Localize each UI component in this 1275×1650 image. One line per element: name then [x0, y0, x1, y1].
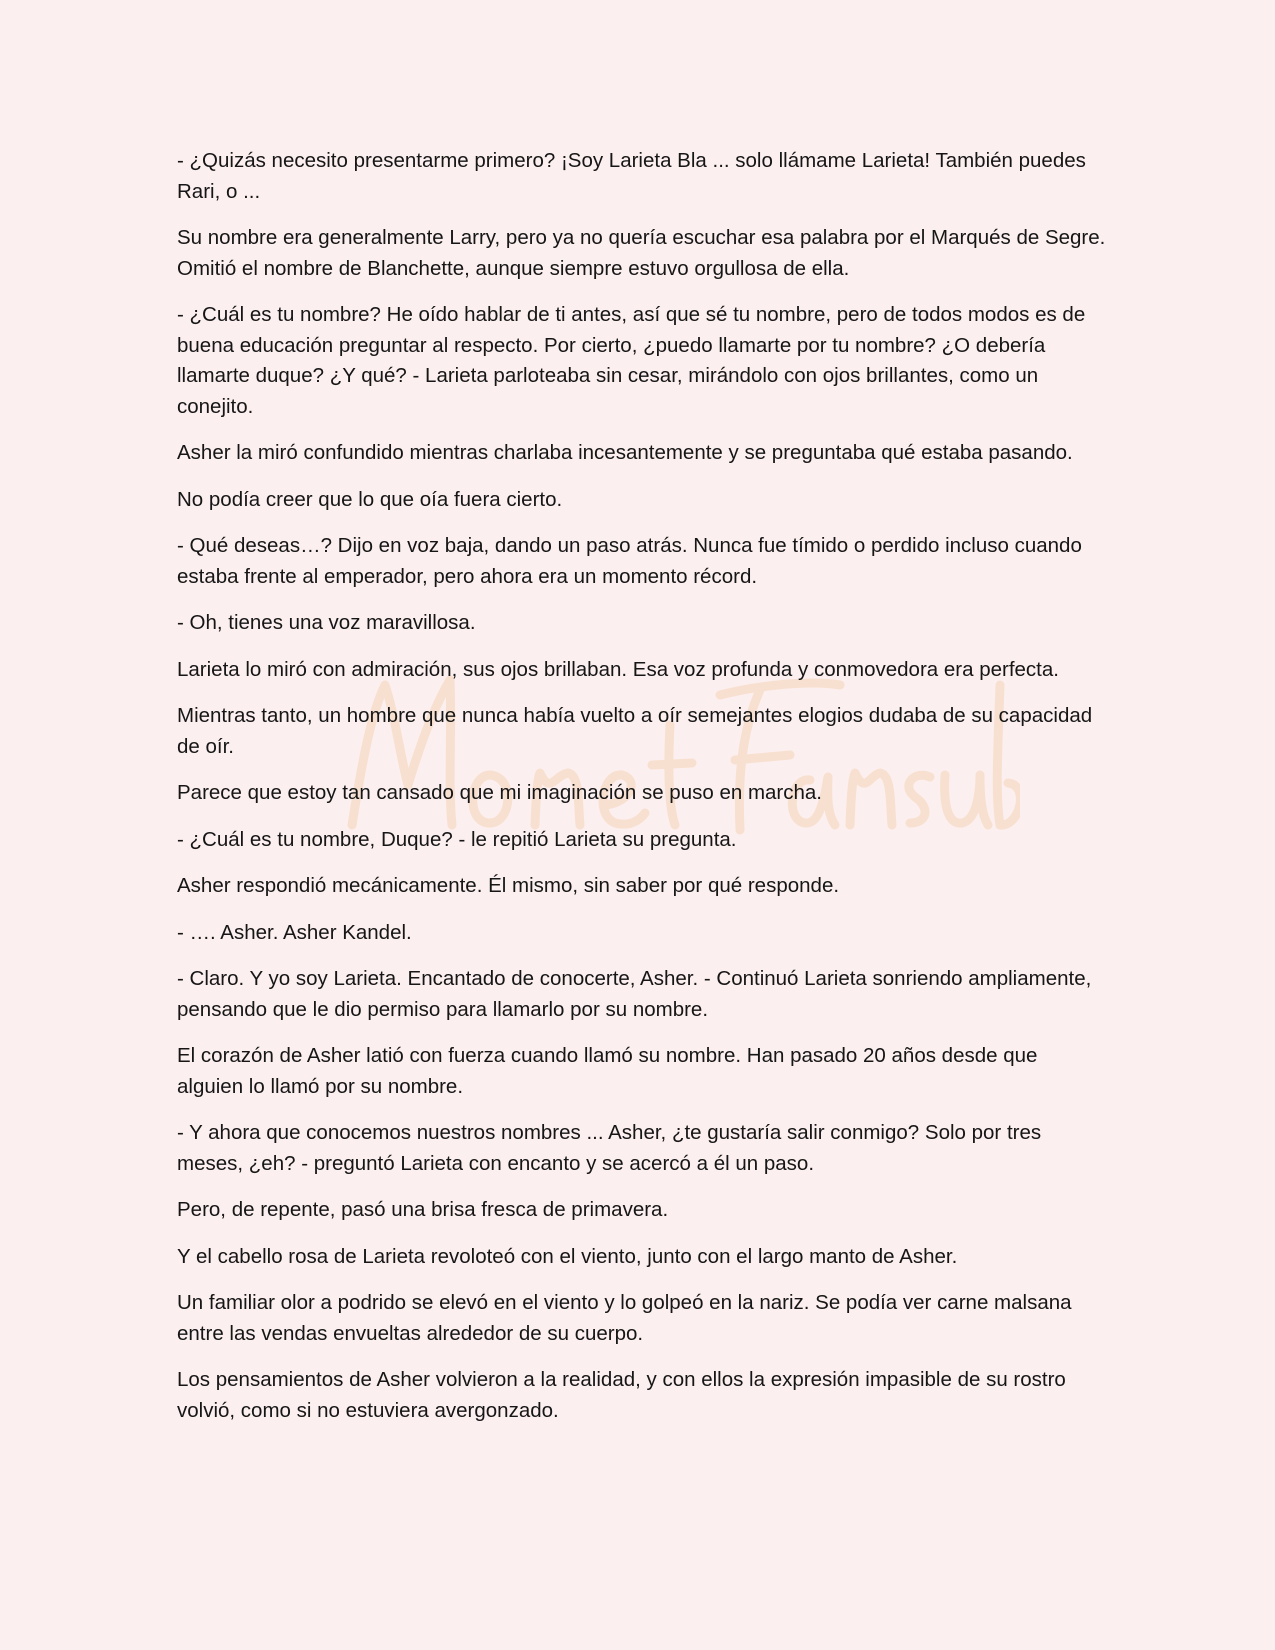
paragraph: Pero, de repente, pasó una brisa fresca de primavera.: [177, 1198, 669, 1221]
document-body: [177, 146, 1107, 1442]
paragraph: Los pensamientos de Asher volvieron a la realidad, y con ellos la expresión impasible de su rostro volvió, como si no estuviera avergonzado.: [177, 1368, 1066, 1422]
paragraph: - ¿Quizás necesito presentarme primero? ¡Soy Larieta Bla ... solo llámame Larieta! También puedes Rari, o ...: [177, 149, 1086, 203]
paragraph: - Qué deseas…? Dijo en voz baja, dando un paso atrás. Nunca fue tímido o perdido incluso cuando estaba frente al emperador, pero ahora era un momento récord.: [177, 534, 1082, 588]
paragraph: Y el cabello rosa de Larieta revoloteó con el viento, junto con el largo manto de Asher.: [177, 1244, 958, 1268]
paragraph: Mientras tanto, un hombre que nunca había vuelto a oír semejantes elogios dudaba de su capacidad de oír.: [177, 704, 1093, 758]
paragraph: - Y ahora que conocemos nuestros nombres ... Asher, ¿te gustaría salir conmigo? Solo por tres meses, ¿eh? - preguntó Larieta con encanto y se acercó a él un paso.: [177, 1121, 1042, 1175]
paragraph: No podía creer que lo que oía fuera cierto.: [177, 487, 563, 511]
paragraph: - …. Asher. Asher Kandel.: [177, 920, 412, 944]
paragraph: - ¿Cuál es tu nombre? He oído hablar de ti antes, así que sé tu nombre, pero de todos modos es de buena educación preguntar al respecto. Por cierto, ¿puedo llamarte por tu nombre? ¿O debería llamarte duque? ¿Y qué? - Larieta parloteaba sin cesar, mirándolo con ojos brillantes, como un conejito.: [177, 303, 1086, 418]
paragraph: El corazón de Asher latió con fuerza cuando llamó su nombre. Han pasado 20 años desde que alguien lo llamó por su nombre.: [177, 1044, 1038, 1098]
paragraph: Asher la miró confundido mientras charlaba incesantemente y se preguntaba qué estaba pasando.: [177, 441, 1073, 464]
paragraph: - ¿Cuál es tu nombre, Duque? - le repitió Larieta su pregunta.: [177, 827, 737, 851]
paragraph: Asher respondió mecánicamente. Él mismo, sin saber por qué responde.: [177, 874, 840, 897]
paragraph: Parece que estoy tan cansado que mi imaginación se puso en marcha.: [177, 781, 822, 804]
paragraph: - Oh, tienes una voz maravillosa.: [177, 611, 476, 634]
paragraph: - Claro. Y yo soy Larieta. Encantado de conocerte, Asher. - Continuó Larieta sonriendo ampliamente, pensando que le dio permiso para llamarlo por su nombre.: [177, 967, 1092, 1021]
paragraph: Su nombre era generalmente Larry, pero ya no quería escuchar esa palabra por el Marqués de Segre. Omitió el nombre de Blanchette, aunque siempre estuvo orgullosa de ella.: [177, 226, 1106, 280]
paragraph: Un familiar olor a podrido se elevó en el viento y lo golpeó en la nariz. Se podía ver carne malsana entre las vendas envueltas alrededor de su cuerpo.: [177, 1291, 1072, 1345]
paragraph: Larieta lo miró con admiración, sus ojos brillaban. Esa voz profunda y conmovedora era perfecta.: [177, 657, 1059, 681]
